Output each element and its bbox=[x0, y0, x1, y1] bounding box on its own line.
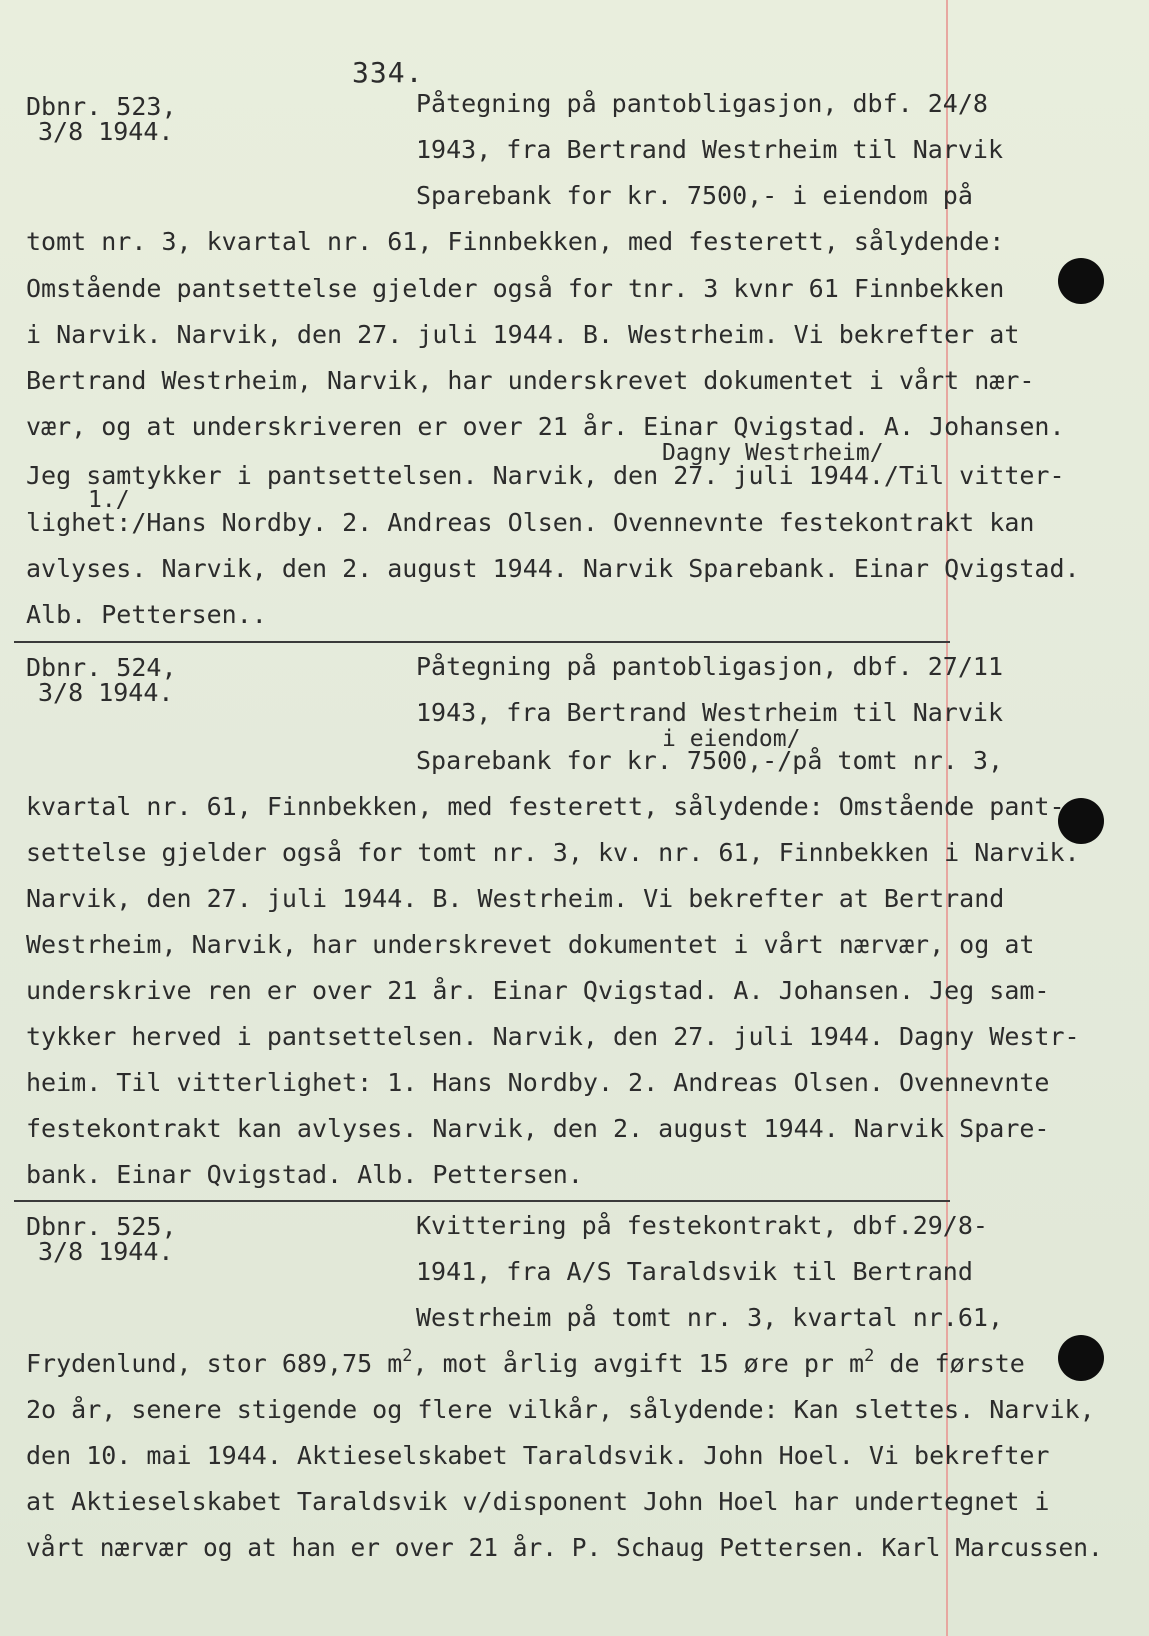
text-line: 2o år, senere stigende og flere vilkår, sålydende: Kan slettes. Narvik, bbox=[26, 1395, 1095, 1424]
text-line: 1943, fra Bertrand Westrheim til Narvik bbox=[416, 698, 1003, 727]
entry-date: 3/8 1944. bbox=[38, 1237, 174, 1266]
text-line: Bertrand Westrheim, Narvik, har underskrevet dokumentet i vårt nær- bbox=[26, 366, 1035, 395]
interlinear-note: i eiendom/ bbox=[662, 726, 801, 752]
text-line: 1943, fra Bertrand Westrheim til Narvik bbox=[416, 135, 1003, 164]
text-line: Jeg samtykker i pantsettelsen. Narvik, den 27. juli 1944./Til vitter- bbox=[26, 461, 1065, 490]
entry-date: 3/8 1944. bbox=[38, 678, 174, 707]
text-line: at Aktieselskabet Taraldsvik v/disponent John Hoel har undertegnet i bbox=[26, 1487, 1050, 1516]
text-line bbox=[26, 1346, 1025, 1382]
text-line: Westrheim på tomt nr. 3, kvartal nr.61, bbox=[416, 1303, 1003, 1332]
text-segment: Frydenlund, stor 689,75 m bbox=[26, 1349, 403, 1378]
text-line: lighet:/Hans Nordby. 2. Andreas Olsen. Ovennevnte festekontrakt kan bbox=[26, 508, 1035, 537]
text-line: Kvittering på festekontrakt, dbf.29/8- bbox=[416, 1211, 988, 1240]
text-line: tomt nr. 3, kvartal nr. 61, Finnbekken, med festerett, sålydende: bbox=[26, 227, 1005, 256]
entry-ref-block bbox=[26, 655, 177, 705]
text-segment: de første bbox=[874, 1349, 1025, 1378]
text-line: i Narvik. Narvik, den 27. juli 1944. B. Westrheim. Vi bekrefter at bbox=[26, 320, 1020, 349]
entry-date: 3/8 1944. bbox=[38, 117, 174, 146]
entry-ref: Dbnr. 524, bbox=[26, 653, 177, 682]
page-number: 334. bbox=[352, 56, 424, 89]
text-line: heim. Til vitterlighet: 1. Hans Nordby. 2. Andreas Olsen. Ovennevnte bbox=[26, 1068, 1050, 1097]
interlinear-note: Dagny Westrheim/ bbox=[662, 440, 884, 466]
text-line: Westrheim, Narvik, har underskrevet dokumentet i vårt nærvær, og at bbox=[26, 930, 1035, 959]
entry-ref: Dbnr. 523, bbox=[26, 92, 177, 121]
punch-hole bbox=[1058, 258, 1104, 304]
text-line: vårt nærvær og at han er over 21 år. P. Schaug Pettersen. Karl Marcussen. bbox=[26, 1533, 1103, 1562]
text-line: Omstående pantsettelse gjelder også for tnr. 3 kvnr 61 Finnbekken bbox=[26, 274, 1005, 303]
text-line: den 10. mai 1944. Aktieselskabet Taraldsvik. John Hoel. Vi bekrefter bbox=[26, 1441, 1050, 1470]
entry-ref-block bbox=[26, 1214, 177, 1264]
entry-ref: Dbnr. 525, bbox=[26, 1212, 177, 1241]
entry-divider bbox=[14, 1200, 950, 1202]
entry-divider bbox=[14, 641, 950, 643]
text-line: Påtegning på pantobligasjon, dbf. 24/8 bbox=[416, 89, 988, 118]
text-line: kvartal nr. 61, Finnbekken, med festerett, sålydende: Omstående pant- bbox=[26, 792, 1065, 821]
text-line: 1941, fra A/S Taraldsvik til Bertrand bbox=[416, 1257, 973, 1286]
superscript: 2 bbox=[402, 1346, 413, 1366]
superscript: 2 bbox=[864, 1346, 875, 1366]
text-line: Narvik, den 27. juli 1944. B. Westrheim. Vi bekrefter at Bertrand bbox=[26, 884, 1005, 913]
text-line: vær, og at underskriveren er over 21 år. Einar Qvigstad. A. Johansen. bbox=[26, 412, 1065, 441]
interlinear-note: 1./ bbox=[88, 487, 130, 513]
text-line: avlyses. Narvik, den 2. august 1944. Narvik Sparebank. Einar Qvigstad. bbox=[26, 554, 1080, 583]
entry-ref-block bbox=[26, 94, 177, 144]
text-line: tykker herved i pantsettelsen. Narvik, den 27. juli 1944. Dagny Westr- bbox=[26, 1022, 1080, 1051]
text-line: Sparebank for kr. 7500,- i eiendom på bbox=[416, 181, 973, 210]
text-line: bank. Einar Qvigstad. Alb. Pettersen. bbox=[26, 1160, 583, 1189]
text-line: underskrive ren er over 21 år. Einar Qvigstad. A. Johansen. Jeg sam- bbox=[26, 976, 1050, 1005]
text-line: Påtegning på pantobligasjon, dbf. 27/11 bbox=[416, 652, 1003, 681]
punch-hole bbox=[1058, 1335, 1104, 1381]
text-line: Sparebank for kr. 7500,-/på tomt nr. 3, bbox=[416, 746, 1003, 775]
text-segment: , mot årlig avgift 15 øre pr m bbox=[412, 1349, 865, 1378]
text-line: festekontrakt kan avlyses. Narvik, den 2. august 1944. Narvik Spare- bbox=[26, 1114, 1050, 1143]
text-line: Alb. Pettersen.. bbox=[26, 600, 267, 629]
text-line: settelse gjelder også for tomt nr. 3, kv. nr. 61, Finnbekken i Narvik. bbox=[26, 838, 1080, 867]
